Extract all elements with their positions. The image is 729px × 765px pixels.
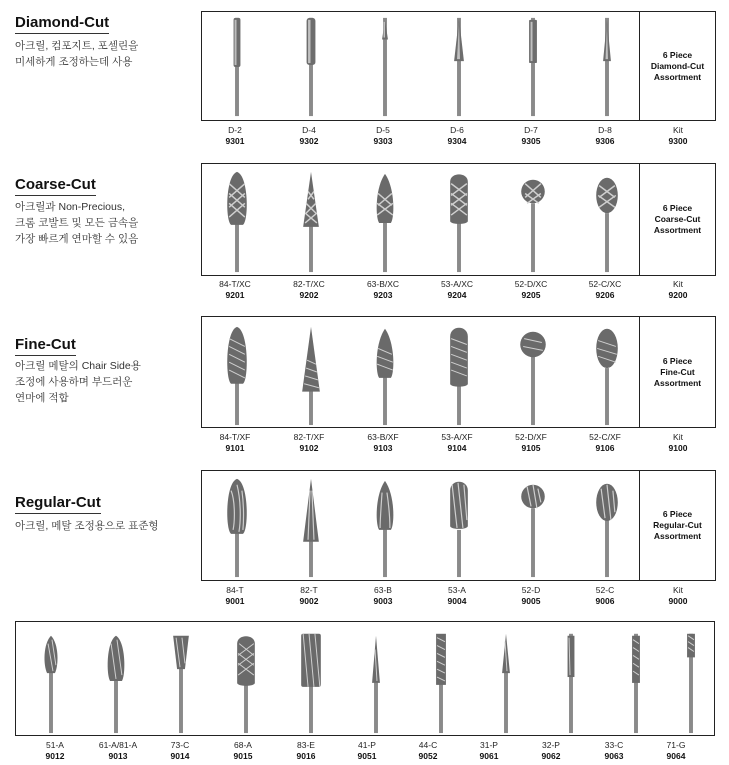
- item-label: 63-B 9003: [373, 585, 393, 606]
- bur-image: [513, 317, 553, 427]
- kit-label: Kit 9200: [668, 279, 688, 300]
- bur-image: [291, 622, 331, 735]
- item-label: 61-A/81-A 9013: [98, 740, 138, 761]
- bur-image: [551, 622, 591, 735]
- item-label: 84-T 9001: [225, 585, 245, 606]
- bur-frame-coarse-cut: [201, 163, 716, 276]
- bur-image: [671, 622, 711, 735]
- kit-cell-fine-cut: 6 Piece Fine-Cut Assortment: [639, 317, 715, 427]
- item-label: 51-A 9012: [45, 740, 65, 761]
- item-label: 63-B/XF 9103: [367, 432, 399, 453]
- item-label: 52-C/XF 9106: [589, 432, 621, 453]
- bur-image: [513, 164, 553, 275]
- bur-frame-singles: [15, 621, 715, 736]
- kit-label: Kit 9300: [668, 125, 688, 146]
- item-label: 53-A/XC 9204: [440, 279, 474, 300]
- bur-image: [513, 12, 553, 120]
- bur-image: [365, 164, 405, 275]
- item-label: 44-C 9052: [418, 740, 438, 761]
- kit-cell-regular-cut: 6 Piece Regular-Cut Assortment: [639, 471, 715, 580]
- item-label: 41-P 9051: [357, 740, 377, 761]
- bur-image: [439, 317, 479, 427]
- item-label: 52-D 9005: [521, 585, 541, 606]
- bur-frame-regular-cut: [201, 470, 716, 581]
- section-title-regular-cut: Regular-Cut: [15, 494, 101, 511]
- kit-label: Kit 9100: [668, 432, 688, 453]
- section-desc-fine-cut: 아크릴 메탈의 Chair Side용 조정에 사용하며 부드러운 연마에 적합: [15, 360, 141, 404]
- bur-image: [291, 12, 331, 120]
- item-label: 52-C/XC 9206: [588, 279, 622, 300]
- item-label: 33-C 9063: [604, 740, 624, 761]
- bur-image: [291, 471, 331, 580]
- bur-image: [587, 471, 627, 580]
- bur-image: [616, 622, 656, 735]
- bur-frame-fine-cut: [201, 316, 716, 428]
- item-label: 82-T 9002: [299, 585, 319, 606]
- item-label: D-7 9305: [521, 125, 541, 146]
- item-label: 53-A/XF 9104: [441, 432, 473, 453]
- bur-image: [226, 622, 266, 735]
- item-label: D-2 9301: [225, 125, 245, 146]
- bur-image: [486, 622, 526, 735]
- section-title-fine-cut: Fine-Cut: [15, 336, 76, 353]
- item-label: 52-D/XC 9205: [514, 279, 548, 300]
- bur-image: [587, 12, 627, 120]
- kit-label: Kit 9000: [668, 585, 688, 606]
- bur-image: [356, 622, 396, 735]
- bur-image: [365, 471, 405, 580]
- item-label: 68-A 9015: [233, 740, 253, 761]
- section-title-coarse-cut: Coarse-Cut: [15, 176, 96, 193]
- bur-image: [291, 317, 331, 427]
- section-desc-regular-cut: 아크릴, 메탈 조정용으로 표준형: [15, 520, 159, 532]
- bur-image: [513, 471, 553, 580]
- item-label: D-4 9302: [299, 125, 319, 146]
- bur-frame-diamond-cut: [201, 11, 716, 121]
- item-label: 52-C 9006: [595, 585, 615, 606]
- bur-image: [439, 12, 479, 120]
- item-label: 84-T/XF 9101: [219, 432, 251, 453]
- bur-image: [421, 622, 461, 735]
- kit-cell-coarse-cut: 6 Piece Coarse-Cut Assortment: [639, 164, 715, 275]
- bur-image: [439, 471, 479, 580]
- bur-image: [217, 164, 257, 275]
- item-label: 82-T/XC 9202: [293, 279, 325, 300]
- bur-image: [291, 164, 331, 275]
- section-desc-diamond-cut: 아크릴, 컴포지트, 포셀린을 미세하게 조정하는데 사용: [15, 40, 139, 68]
- item-label: 73-C 9014: [170, 740, 190, 761]
- bur-image: [217, 471, 257, 580]
- item-label: D-6 9304: [447, 125, 467, 146]
- item-label: D-5 9303: [373, 125, 393, 146]
- bur-image: [365, 317, 405, 427]
- bur-image: [96, 622, 136, 735]
- bur-image: [587, 164, 627, 275]
- bur-image: [365, 12, 405, 120]
- item-label: 53-A 9004: [447, 585, 467, 606]
- bur-image: [439, 164, 479, 275]
- item-label: 84-T/XC 9201: [219, 279, 251, 300]
- item-label: 82-T/XF 9102: [293, 432, 325, 453]
- item-label: 32-P 9062: [541, 740, 561, 761]
- bur-image: [217, 317, 257, 427]
- bur-image: [587, 317, 627, 427]
- item-label: 83-E 9016: [296, 740, 316, 761]
- item-label: 71-G 9064: [666, 740, 686, 761]
- item-label: 31-P 9061: [479, 740, 499, 761]
- bur-image: [217, 12, 257, 120]
- bur-image: [161, 622, 201, 735]
- kit-cell-diamond-cut: 6 Piece Diamond-Cut Assortment: [639, 12, 715, 120]
- item-label: 52-D/XF 9105: [515, 432, 547, 453]
- section-title-diamond-cut: Diamond-Cut: [15, 14, 109, 31]
- item-label: D-8 9306: [595, 125, 615, 146]
- bur-image: [31, 622, 71, 735]
- section-desc-coarse-cut: 아크릴과 Non-Precious, 크롬 코발트 및 모든 금속을 가장 빠르게 연마할 수 있음: [15, 201, 139, 245]
- item-label: 63-B/XC 9203: [366, 279, 400, 300]
